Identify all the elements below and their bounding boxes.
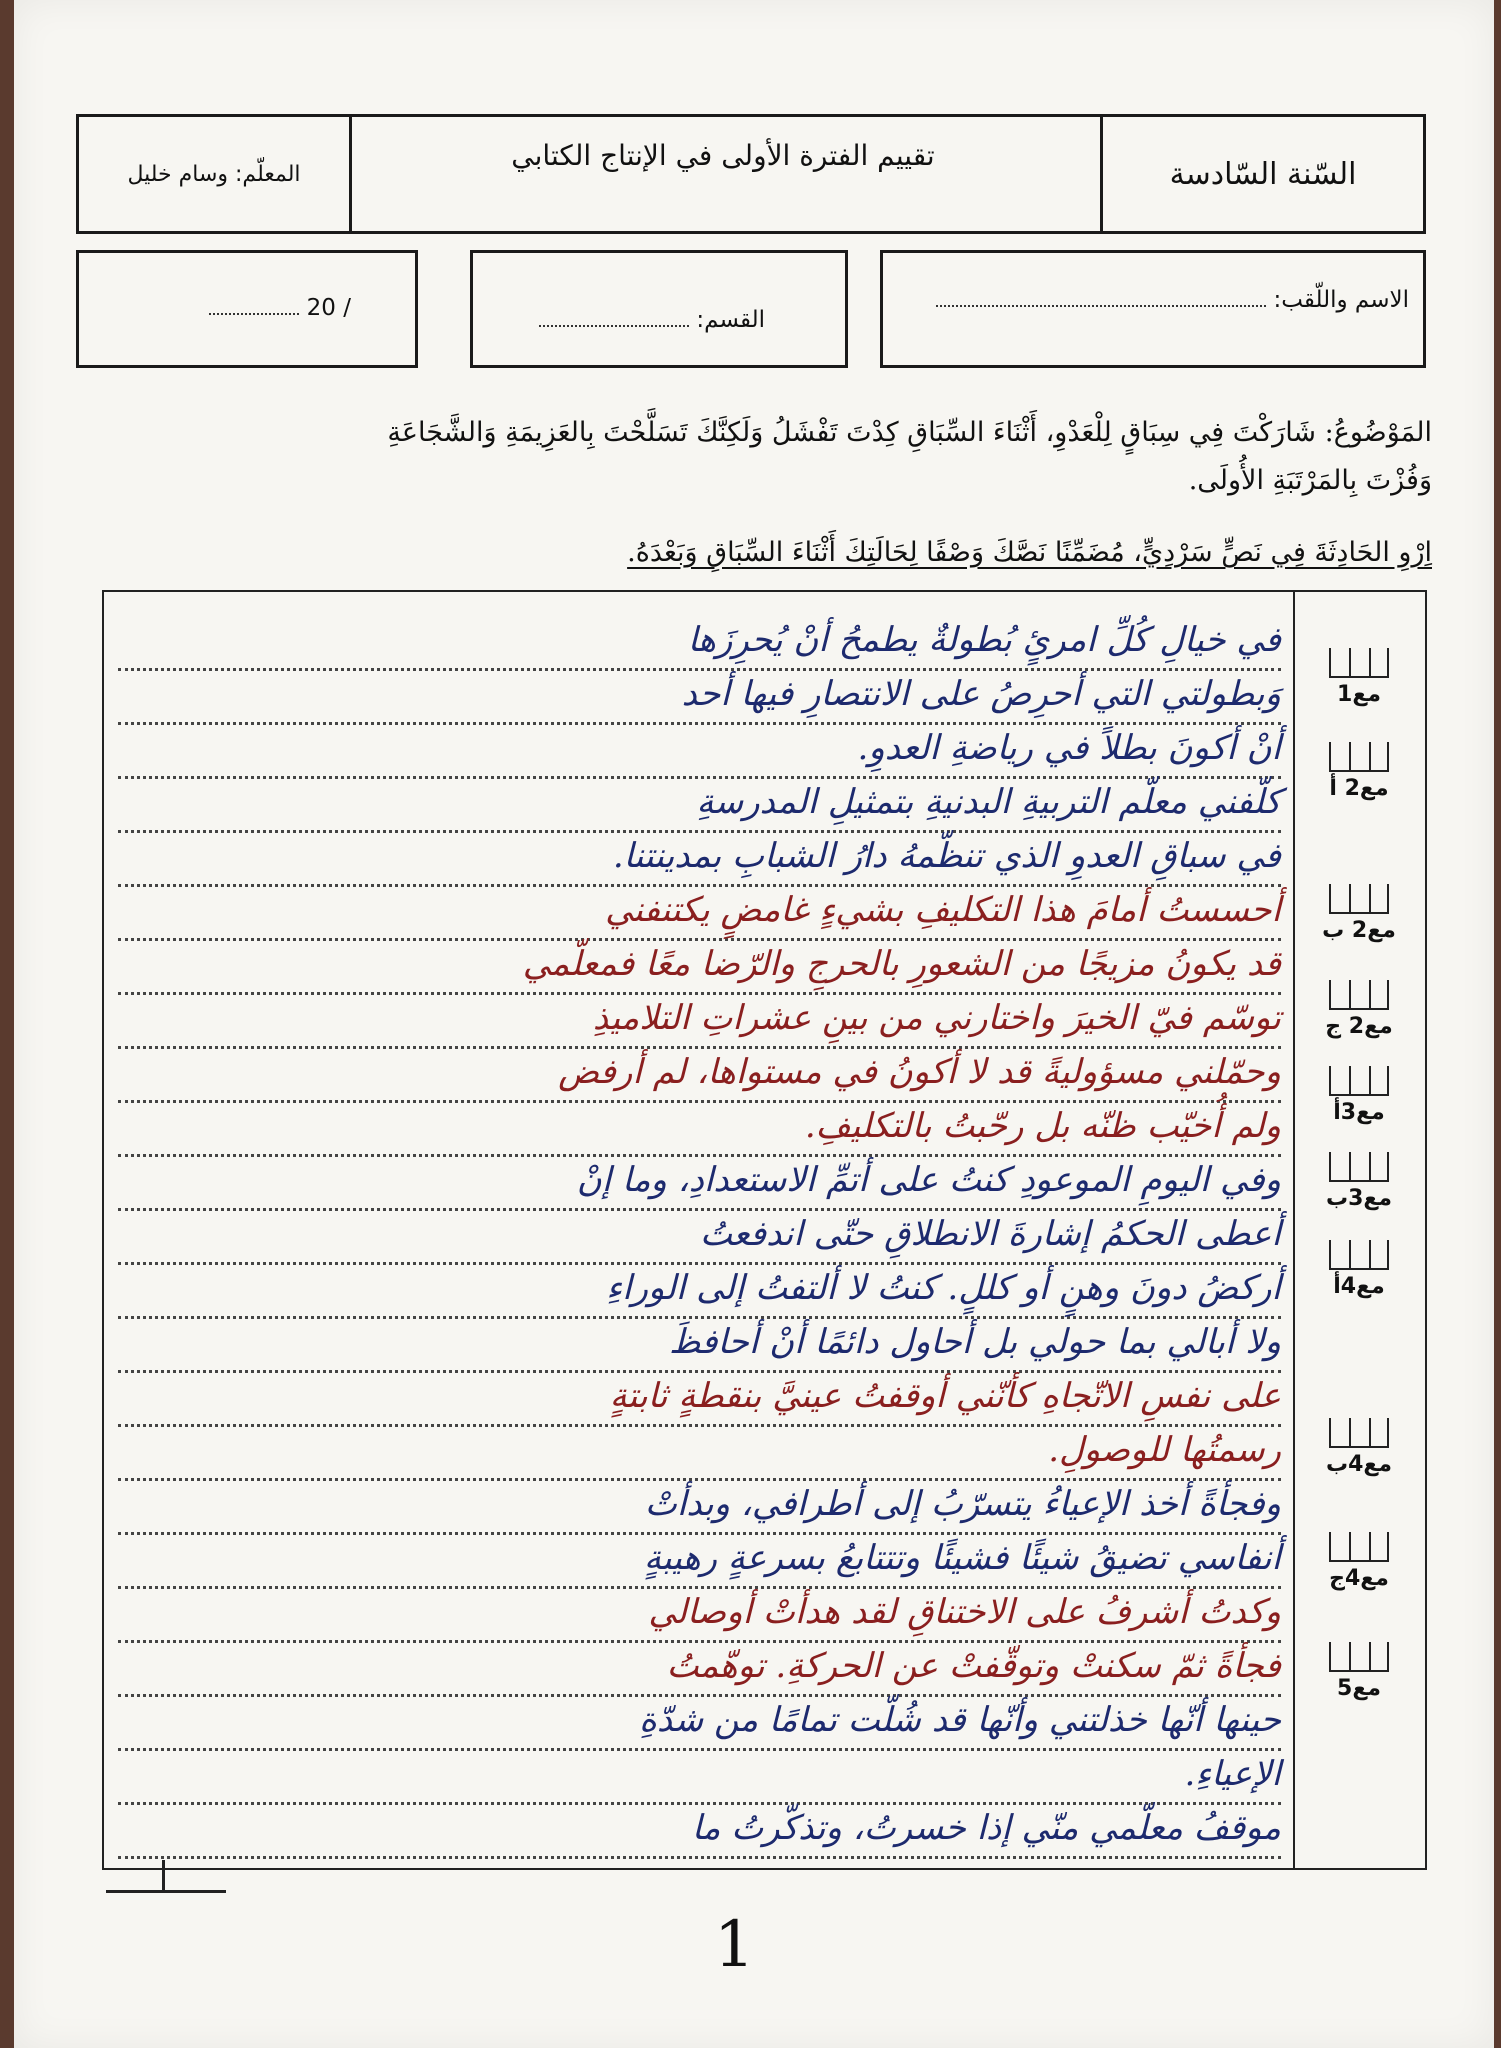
criterion-1 bbox=[1311, 648, 1407, 707]
criterion-5 bbox=[1311, 1066, 1407, 1125]
criterion-label: مع1 bbox=[1337, 682, 1381, 707]
name-label: الاسم واللّقب: bbox=[1273, 287, 1409, 313]
essay-line: قد يكونُ مزيجًا من الشعورِ بالحرجِ والرّضا معًا فمعلّمي bbox=[118, 936, 1281, 995]
topic-line-2: وَفُزْتَ بِالمَرْتَبَةِ الأُولَى. bbox=[1188, 465, 1432, 496]
score-field[interactable] bbox=[209, 313, 299, 315]
criterion-score-boxes[interactable] bbox=[1311, 1642, 1407, 1672]
criterion-score-boxes[interactable] bbox=[1311, 1532, 1407, 1562]
criterion-2 bbox=[1311, 742, 1407, 801]
signature-line bbox=[106, 1890, 226, 1893]
criterion-score-boxes[interactable] bbox=[1311, 1066, 1407, 1096]
essay-line: أعطى الحكمُ إشارةَ الانطلاقِ حتّى اندفعتُ bbox=[118, 1206, 1281, 1265]
essay-line: موقفُ معلّمي منّي إذا خسرتُ، وتذكّرتُ ما bbox=[118, 1800, 1281, 1859]
criterion-label: مع3ب bbox=[1325, 1186, 1393, 1211]
criterion-score-boxes[interactable] bbox=[1311, 742, 1407, 772]
essay-line: رسمتُها للوصولِ. bbox=[118, 1422, 1281, 1481]
criterion-7 bbox=[1311, 1240, 1407, 1299]
essay-line: على نفسِ الاتّجاهِ كأنّني أوقفتُ عينيَّ بنقطةٍ ثابتةٍ bbox=[118, 1368, 1281, 1427]
criterion-score-boxes[interactable] bbox=[1311, 884, 1407, 914]
criterion-label: مع2 ج bbox=[1325, 1014, 1393, 1039]
criterion-4 bbox=[1311, 980, 1407, 1039]
score-box bbox=[76, 250, 418, 368]
topic-line-1: المَوْضُوعُ: شَارَكْتَ فِي سِبَاقٍ لِلْعَدْوِ، أَثْنَاءَ السِّبَاقِ كِدْتَ تَفْشَلُ وَلَكِنَّكَ تَسَلَّحْتَ بِالعَزِيمَةِ وَالشَّجَاعَةِ bbox=[387, 417, 1432, 448]
section-label: القسم: bbox=[696, 307, 765, 333]
page-title: تقييم الفترة الأولى في الإنتاج الكتابي bbox=[511, 139, 935, 172]
signature-tick bbox=[162, 1860, 165, 1892]
student-name-box bbox=[880, 250, 1426, 368]
essay-line: أحسستُ أمامَ هذا التكليفِ بشيءٍ غامضٍ يكتنفني bbox=[118, 882, 1281, 941]
header-table bbox=[76, 114, 1426, 234]
essay-line: فجأةً ثمّ سكنتْ وتوقّفتْ عن الحركةِ. توهّمتُ bbox=[118, 1638, 1281, 1697]
criterion-label: مع4ب bbox=[1325, 1452, 1393, 1477]
essay-line: حينها أنّها خذلتني وأنّها قد شُلّت تمامًا من شدّةِ bbox=[118, 1692, 1281, 1751]
section-field[interactable] bbox=[539, 325, 689, 327]
criterion-10 bbox=[1311, 1642, 1407, 1701]
section-box bbox=[470, 250, 848, 368]
essay-line: الإعياءِ. bbox=[118, 1746, 1281, 1805]
criteria-sidebar bbox=[1293, 592, 1425, 1868]
essay-line: توسّم فيّ الخيرَ واختارني من بينِ عشراتِ التلاميذِ bbox=[118, 990, 1281, 1049]
criterion-label: مع2 ب bbox=[1322, 918, 1396, 943]
score-label: / 20 bbox=[306, 295, 351, 321]
criterion-score-boxes[interactable] bbox=[1311, 1240, 1407, 1270]
essay-lines bbox=[104, 592, 1295, 1868]
essay-line: أركضُ دونَ وهنٍ أو كللٍ. كنتُ لا ألتفتُ إلى الوراءِ bbox=[118, 1260, 1281, 1319]
essay-line: وكدتُ أشرفُ على الاختناقِ لقد هدأتْ أوصالي bbox=[118, 1584, 1281, 1643]
task-instruction: اِرْوِ الحَادِثَةَ فِي نَصٍّ سَرْدِيٍّ، مُضَمِّنًا نَصَّكَ وَصْفًا لِحَالَتِكَ أَثْنَاءَ السِّبَاقِ وَبَعْدَهُ. bbox=[627, 537, 1432, 568]
essay-line: وفجأةً أخذ الإعياءُ يتسرّبُ إلى أطرافي، وبدأتْ bbox=[118, 1476, 1281, 1535]
writing-area bbox=[102, 590, 1427, 1870]
essay-line: أنْ أكونَ بطلاً في رياضةِ العدوِ. bbox=[118, 720, 1281, 779]
criterion-label: مع2 أ bbox=[1329, 776, 1389, 801]
criterion-label: مع3أ bbox=[1333, 1100, 1385, 1125]
criterion-6 bbox=[1311, 1152, 1407, 1211]
teacher-name: المعلّم: وسام خليل bbox=[79, 117, 352, 231]
essay-line: ولم أُخيّب ظنّه بل رحّبتُ بالتكليفِ. bbox=[118, 1098, 1281, 1157]
criterion-label: مع4أ bbox=[1333, 1274, 1385, 1299]
criterion-3 bbox=[1311, 884, 1407, 943]
name-field[interactable] bbox=[936, 305, 1266, 307]
criterion-label: مع4ج bbox=[1329, 1566, 1389, 1591]
essay-line: وَبطولتي التي أحرِصُ على الانتصارِ فيها أحد bbox=[118, 666, 1281, 725]
page-number: 1 bbox=[714, 1908, 755, 1982]
essay-line: أنفاسي تضيقُ شيئًا فشيئًا وتتتابعُ بسرعةٍ رهيبةٍ bbox=[118, 1530, 1281, 1589]
grade-level: السّنة السّادسة bbox=[1100, 117, 1423, 231]
essay-line: في سباقِ العدوِ الذي تنظّمهُ دارُ الشبابِ بمدينتنا. bbox=[118, 828, 1281, 887]
criterion-score-boxes[interactable] bbox=[1311, 980, 1407, 1010]
criterion-score-boxes[interactable] bbox=[1311, 1152, 1407, 1182]
essay-line: كلّفني معلّم التربيةِ البدنيةِ بتمثيلِ المدرسةِ bbox=[118, 774, 1281, 833]
criterion-8 bbox=[1311, 1418, 1407, 1477]
criterion-9 bbox=[1311, 1532, 1407, 1591]
exam-paper bbox=[14, 0, 1494, 2048]
essay-line: وحمّلني مسؤوليةً قد لا أكونُ في مستواها، لم أرفض bbox=[118, 1044, 1281, 1103]
criterion-score-boxes[interactable] bbox=[1311, 648, 1407, 678]
essay-line: ولا أبالي بما حولي بل أحاول دائمًا أنْ أحافظَ bbox=[118, 1314, 1281, 1373]
criterion-label: مع5 bbox=[1337, 1676, 1381, 1701]
criterion-score-boxes[interactable] bbox=[1311, 1418, 1407, 1448]
essay-line: في خيالِ كُلِّ امرئٍ بُطولةٌ يطمحُ أنْ يُحرِزَها bbox=[118, 612, 1281, 671]
essay-line: وفي اليومِ الموعودِ كنتُ على أتمِّ الاستعدادِ، وما إنْ bbox=[118, 1152, 1281, 1211]
